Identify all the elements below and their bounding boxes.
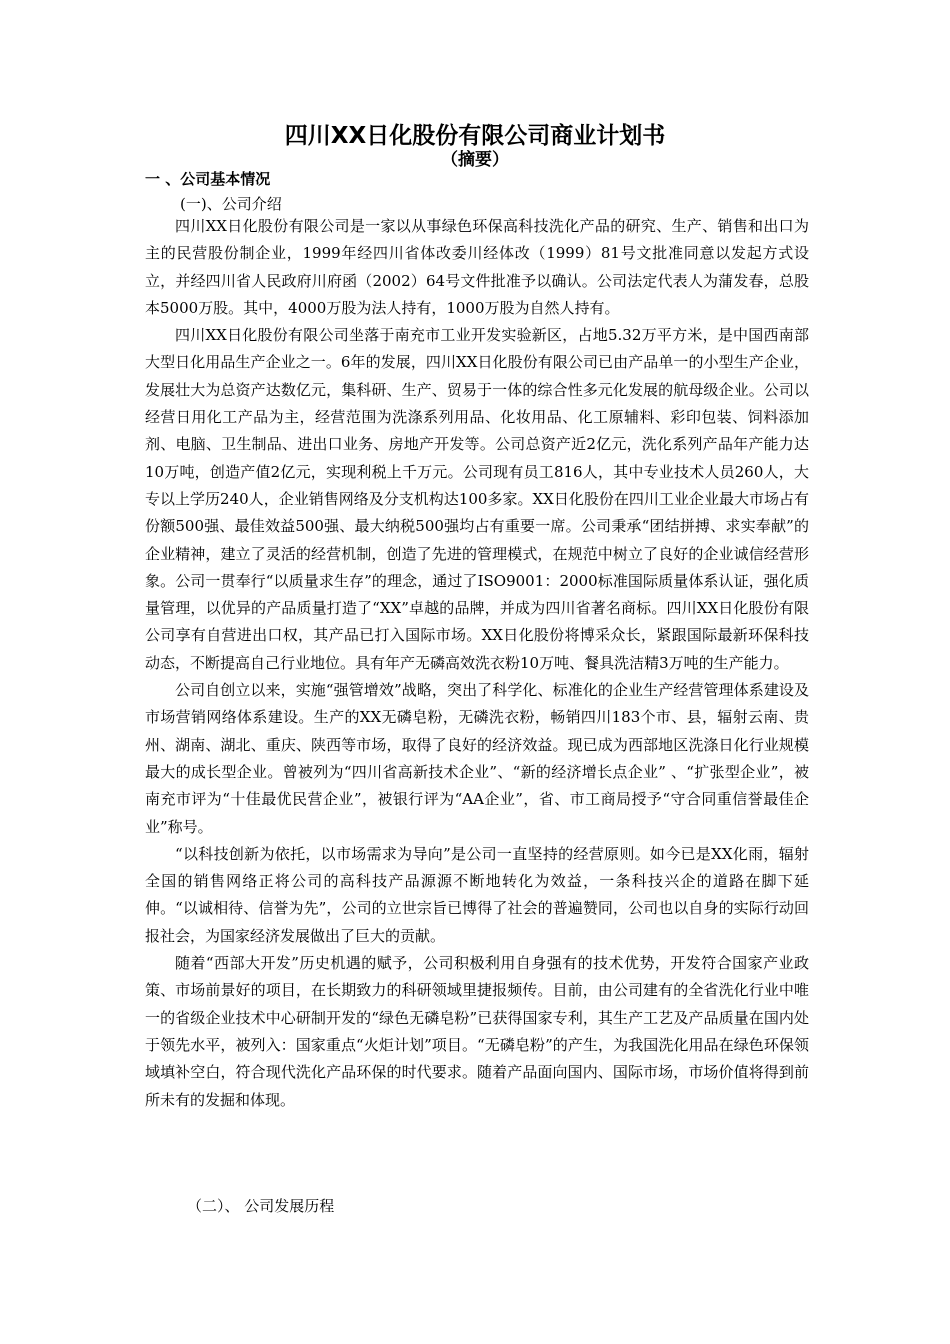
- body-text: [145, 213, 809, 1114]
- document-title: 四川XX日化股份有限公司商业计划书: [284, 123, 666, 149]
- paragraph: 四川XX日化股份有限公司坐落于南充市工业开发实验新区，占地5.32万平方米，是中国西南部大型日化用品生产企业之一。6年的发展，四川XX日化股份有限公司已由产品单一的小型生产企业，发展壮大为总资产达数亿元，集科研、生产、贸易于一体的综合性多元化发展的航母级企业。公司以经营日用化工产品为主，经营范围为洗涤系列用品、化妆用品、化工原辅料、彩印包装、饲料添加剂、电脑、卫生制品、进出口业务、房地产开发等。公司总资产近2亿元，洗化系列产品年产能力达10万吨，创造产值2亿元，实现利税上千万元。公司现有员工816人，其中专业技术人员260人，大专以上学历240人，企业销售网络及分支机构达100多家。XX日化股份在四川工业企业最大市场占有份额500强、最佳效益500强、最大纳税500强均占有重要一席。公司秉承“团结拼搏、求实奉献”的企业精神，建立了灵活的经营机制，创造了先进的管理模式，在规范中树立了良好的企业诚信经营形象。公司一贯奉行“以质量求生存”的理念，通过了ISO9001：2000标准国际质量体系认证，强化质量管理，以优异的产品质量打造了“XX”卓越的品牌，并成为四川省著名商标。四川XX日化股份有限公司享有自营进出口权，其产品已打入国际市场。XX日化股份将博采众长，紧跟国际最新环保科技动态，不断提高自己行业地位。具有年产无磷高效洗衣粉10万吨、餐具洗洁精3万吨的生产能力。: [145, 326, 809, 672]
- paragraph: 随着“西部大开发”历史机遇的赋予，公司积极利用自身强有的技术优势，开发符合国家产业政策、市场前景好的项目，在长期致力的科研领域里捷报频传。目前，由公司建有的全省洗化行业中唯一的省级企业技术中心研制开发的“绿色无磷皂粉”已获得国家专利，其生产工艺及产品质量在国内处于领先水平，被列入：国家重点“火炬计划”项目。“无磷皂粉”的产生，为我国洗化用品在绿色环保领域填补空白，符合现代洗化产品环保的时代要求。随着产品面向国内、国际市场，市场价值将得到前所未有的发掘和体现。: [145, 954, 809, 1109]
- document-subtitle: （摘要）: [441, 150, 509, 170]
- section-heading: 一 、公司基本情况: [145, 170, 271, 188]
- subsection-heading-history: （二）、 公司发展历程: [187, 1197, 335, 1215]
- paragraph: 公司自创立以来，实施“强管增效”战略，突出了科学化、标准化的企业生产经营管理体系建设及市场营销网络体系建设。生产的XX无磷皂粉，无磷洗衣粉，畅销四川183个市、县，辐射云南、贵州、湖南、湖北、重庆、陕西等市场，取得了良好的经济效益。现已成为西部地区洗涤日化行业规模最大的成长型企业。曾被列为“四川省高新技术企业”、“新的经济增长点企业” 、“扩张型企业”，被南充市评为“十佳最优民营企业”，被银行评为“AA企业”，省、市工商局授予“守合同重信誉最佳企业”称号。: [145, 681, 809, 836]
- paragraph: “以科技创新为依托，以市场需求为导向”是公司一直坚持的经营原则。如今已是XX化雨，辐射全国的销售网络正将公司的高科技产品源源不断地转化为效益，一条科技兴企的道路在脚下延伸。“以诚相待、信誉为先”，公司的立世宗旨已博得了社会的普遍赞同，公司也以自身的实际行动回报社会，为国家经济发展做出了巨大的贡献。: [145, 844, 809, 945]
- paragraph: 四川XX日化股份有限公司是一家以从事绿色环保高科技洗化产品的研究、生产、销售和出口为主的民营股份制企业，1999年经四川省体改委川经体改（1999）81号文批准同意以发起方式设立，并经四川省人民政府川府函（2002）64号文件批准予以确认。公司法定代表人为蒲发春，总股本5000万股。其中，4000万股为法人持有，1000万股为自然人持有。: [145, 217, 809, 317]
- subsection-heading-intro: (一)、公司介绍: [180, 195, 282, 213]
